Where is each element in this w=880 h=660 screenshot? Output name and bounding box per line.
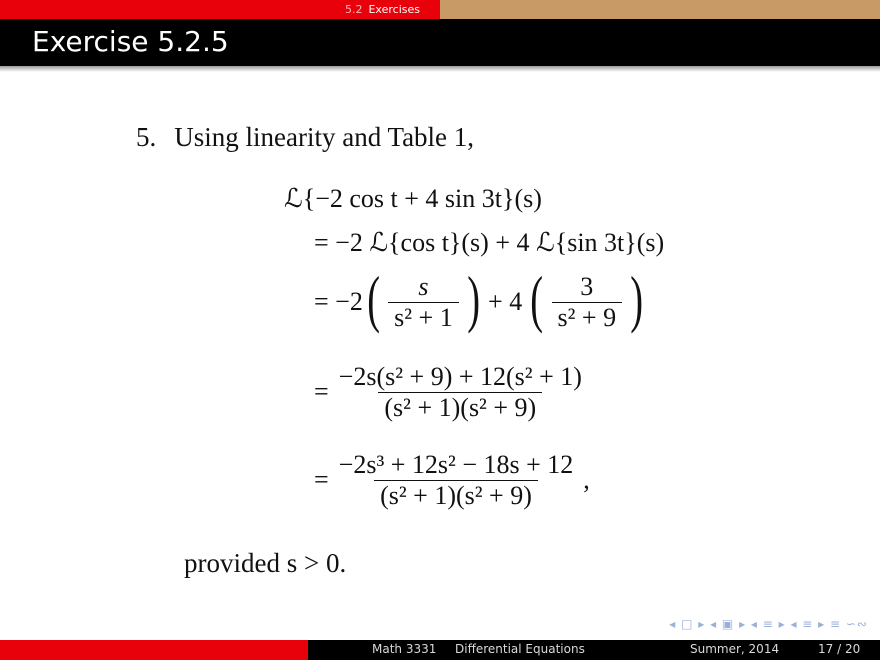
frame-title-bar <box>0 19 880 66</box>
problem-statement <box>136 122 474 153</box>
subsection-nav-area <box>440 0 880 19</box>
section-link[interactable] <box>345 3 420 16</box>
condition-text: provided s > 0. <box>184 548 347 578</box>
slide-content <box>0 72 880 632</box>
equation-line-5 <box>314 450 590 511</box>
footer-bar <box>0 640 880 660</box>
top-section-strip <box>0 0 880 19</box>
section-name: Exercises <box>368 3 420 16</box>
section-number: 5.2 <box>344 3 363 16</box>
line5-suffix: , <box>583 465 590 495</box>
footer-course: Math 3331 <box>372 642 437 656</box>
right-paren-icon: ) <box>630 263 644 335</box>
footer-page-number: 17 / 20 <box>818 642 861 656</box>
frame-title: Exercise 5.2.5 <box>32 25 229 58</box>
equation-line-2: = −2 ℒ{cos t}(s) + 4 ℒ{sin 3t}(s) <box>314 228 665 257</box>
footer-term: Summer, 2014 <box>690 642 780 656</box>
line4-prefix: = <box>314 377 329 407</box>
fraction-numerator: s <box>418 272 429 301</box>
fraction-denominator: s² + 1 <box>388 302 459 333</box>
fraction-denominator: (s² + 1)(s² + 9) <box>374 480 538 511</box>
fraction-numerator: −2s³ + 12s² − 18s + 12 <box>338 450 574 479</box>
left-paren-icon: ( <box>367 263 380 335</box>
left-paren-icon: ( <box>530 263 544 335</box>
problem-intro: Using linearity and Table 1, <box>174 122 475 152</box>
footer-info-area <box>308 640 880 660</box>
footer-subject: Differential Equations <box>455 642 585 656</box>
fraction-numerator: 3 <box>580 272 594 301</box>
equation-line-3 <box>314 263 647 335</box>
beamer-navigation-icons[interactable]: ◂ □ ▸ ◂ ▣ ▸ ◂ ≡ ▸ ◂ ≡ ▸ ≡ ∽∾ <box>669 617 868 631</box>
fraction-denominator: (s² + 1)(s² + 9) <box>378 392 542 423</box>
line5-prefix: = <box>314 465 329 495</box>
line3-prefix: = −2 <box>314 287 363 317</box>
equation-line-4 <box>314 362 592 423</box>
section-nav-area <box>0 0 440 19</box>
combined-fraction <box>333 362 588 423</box>
fraction-3-over-s2p9 <box>552 272 623 333</box>
footer-author-area <box>0 640 308 660</box>
fraction-numerator: −2s(s² + 9) + 12(s² + 1) <box>338 362 582 391</box>
line3-middle: + 4 <box>488 287 523 317</box>
problem-number: 5. <box>136 122 157 152</box>
right-paren-icon: ) <box>466 263 480 335</box>
final-fraction <box>333 450 580 511</box>
fraction-denominator: s² + 9 <box>552 302 623 333</box>
fraction-s-over-s2p1 <box>388 272 459 333</box>
equation-line-1: ℒ{−2 cos t + 4 sin 3t}(s) <box>284 184 542 213</box>
